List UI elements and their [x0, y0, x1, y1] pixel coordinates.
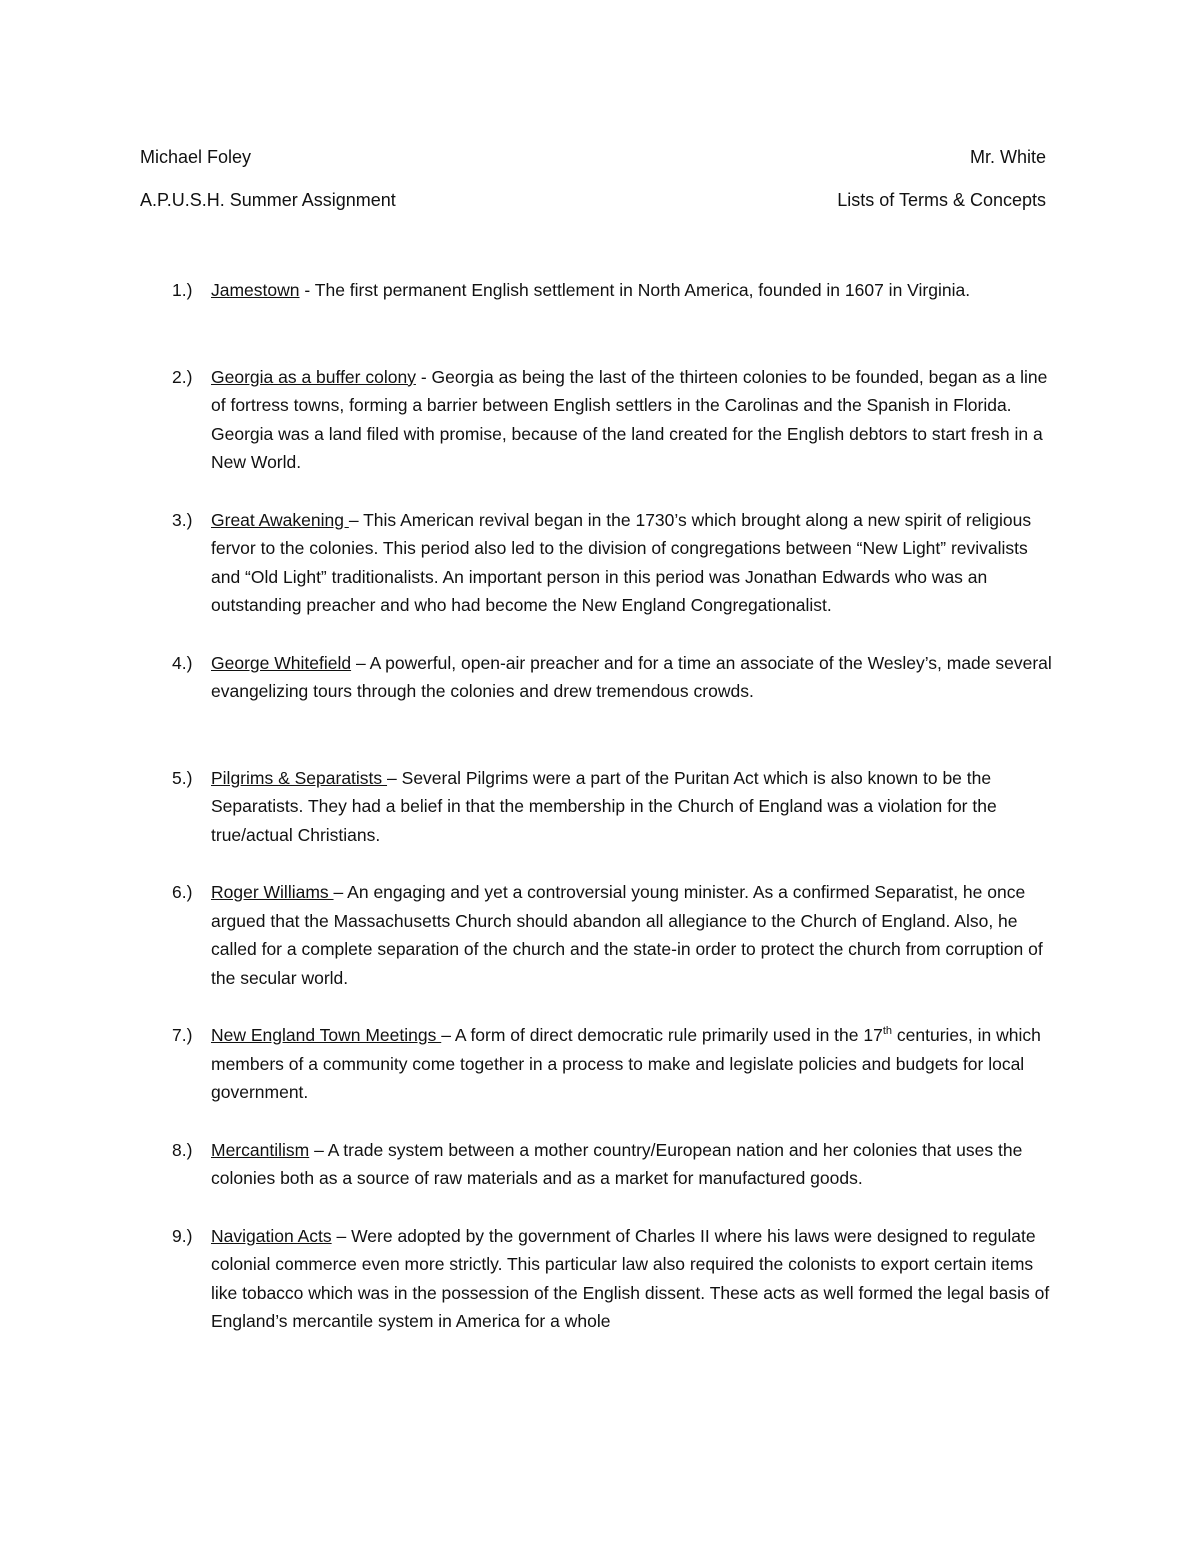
term-number: 7.) — [172, 1025, 193, 1045]
term-definition: A trade system between a mother country/European nation and her colonies that uses the colonies both as a source of raw materials and as a market for manufactured goods. — [211, 1139, 1023, 1188]
term-number: 5.) — [172, 767, 193, 788]
term-separator: – — [387, 767, 402, 788]
term-separator: - — [415, 366, 432, 387]
term-name: Roger Williams — [211, 882, 334, 902]
term-definition: This American revival began in the 1730’s which brought along a new spirit of religious fervor to the colonies. This period also led to the division of congregations between “New Light” revivalists and “Old Light” traditionalists. An important person in this period was Jonathan Edwards who was an outstanding preacher and who had become the New England Congregationalist. — [211, 509, 1032, 615]
term-item-georgia — [140, 363, 1060, 477]
term-item-george-whitefield — [140, 649, 1060, 706]
term-definition: Several Pilgrims were a part of the Puritan Act which is also known to be the Separatists. They had a belief in that the membership in the Church of England was a violation for the true/actual Christians. — [211, 767, 997, 845]
list-title: Lists of Terms & Concepts — [837, 190, 1046, 210]
terms-list — [140, 276, 1060, 1336]
term-separator: – — [441, 1025, 455, 1045]
ordinal-superscript: th — [882, 1025, 893, 1038]
term-definition: Were adopted by the government of Charles II where his laws were designed to regulate colonial commerce even more strictly. This particular law also required the colonists to export certain items like tobacco which was in the possession of the English dissent. These acts as well formed the legal basis of England’s mercantile system in America for a whole — [211, 1225, 1050, 1331]
term-definition-continued: centuries, in which members of a community come together in a process to make and legislate policies and budgets for local government. — [211, 1025, 1041, 1102]
term-item-mercantilism — [140, 1136, 1060, 1193]
term-number: 8.) — [172, 1139, 193, 1160]
term-name: Pilgrims & Separatists — [211, 767, 388, 788]
term-name: New England Town Meetings — [211, 1025, 442, 1045]
term-definition: Georgia as being the last of the thirteen colonies to be founded, began as a line of fortress towns, forming a barrier between English settlers in the Carolinas and the Spanish in Florida. Georgia was a land filed with promise, because of the land created for the English debtors to start fresh in a New World. — [211, 366, 1048, 472]
term-number: 9.) — [172, 1225, 193, 1246]
term-definition: A powerful, open-air preacher and for a time an associate of the Wesley’s, made several evangelizing tours through the colonies and drew tremendous crowds. — [211, 652, 1052, 701]
term-name: Jamestown — [211, 280, 300, 300]
term-number: 2.) — [172, 366, 193, 387]
term-separator: – — [333, 882, 348, 902]
term-number: 1.) — [172, 280, 193, 300]
term-definition: A form of direct democratic rule primarily used in the 17 — [454, 1025, 883, 1045]
term-number: 6.) — [172, 882, 193, 902]
term-number: 3.) — [172, 509, 193, 530]
term-name: Great Awakening — [211, 509, 349, 530]
term-separator: – — [331, 1225, 352, 1246]
assignment-title: A.P.U.S.H. Summer Assignment — [140, 190, 396, 210]
term-name: Mercantilism — [211, 1139, 310, 1160]
term-item-great-awakening — [140, 506, 1060, 620]
term-definition: The first permanent English settlement in North America, founded in 1607 in Virginia. — [314, 280, 971, 300]
term-item-pilgrims-separatists — [140, 764, 1060, 850]
term-name: Georgia as a buffer colony — [211, 366, 416, 387]
term-name: Navigation Acts — [211, 1225, 332, 1246]
teacher-name: Mr. White — [969, 147, 1046, 167]
term-separator: – — [351, 652, 370, 673]
term-item-jamestown — [140, 276, 1060, 305]
term-separator: – — [309, 1139, 328, 1160]
term-item-roger-williams — [140, 878, 1060, 992]
term-definition: An engaging and yet a controversial young minister. As a confirmed Separatist, he once argued that the Massachusetts Church should abandon all allegiance to the Church of England. Also, he called for a complete separation of the church and the state-in order to protect the church from corruption of the secular world. — [211, 882, 1043, 988]
student-name: Michael Foley — [140, 147, 252, 167]
term-separator: – — [348, 509, 364, 530]
term-separator: - — [299, 280, 315, 300]
term-number: 4.) — [172, 652, 193, 673]
term-item-navigation-acts — [140, 1222, 1060, 1336]
term-name: George Whitefield — [211, 652, 352, 673]
term-item-town-meetings — [140, 1021, 1060, 1107]
